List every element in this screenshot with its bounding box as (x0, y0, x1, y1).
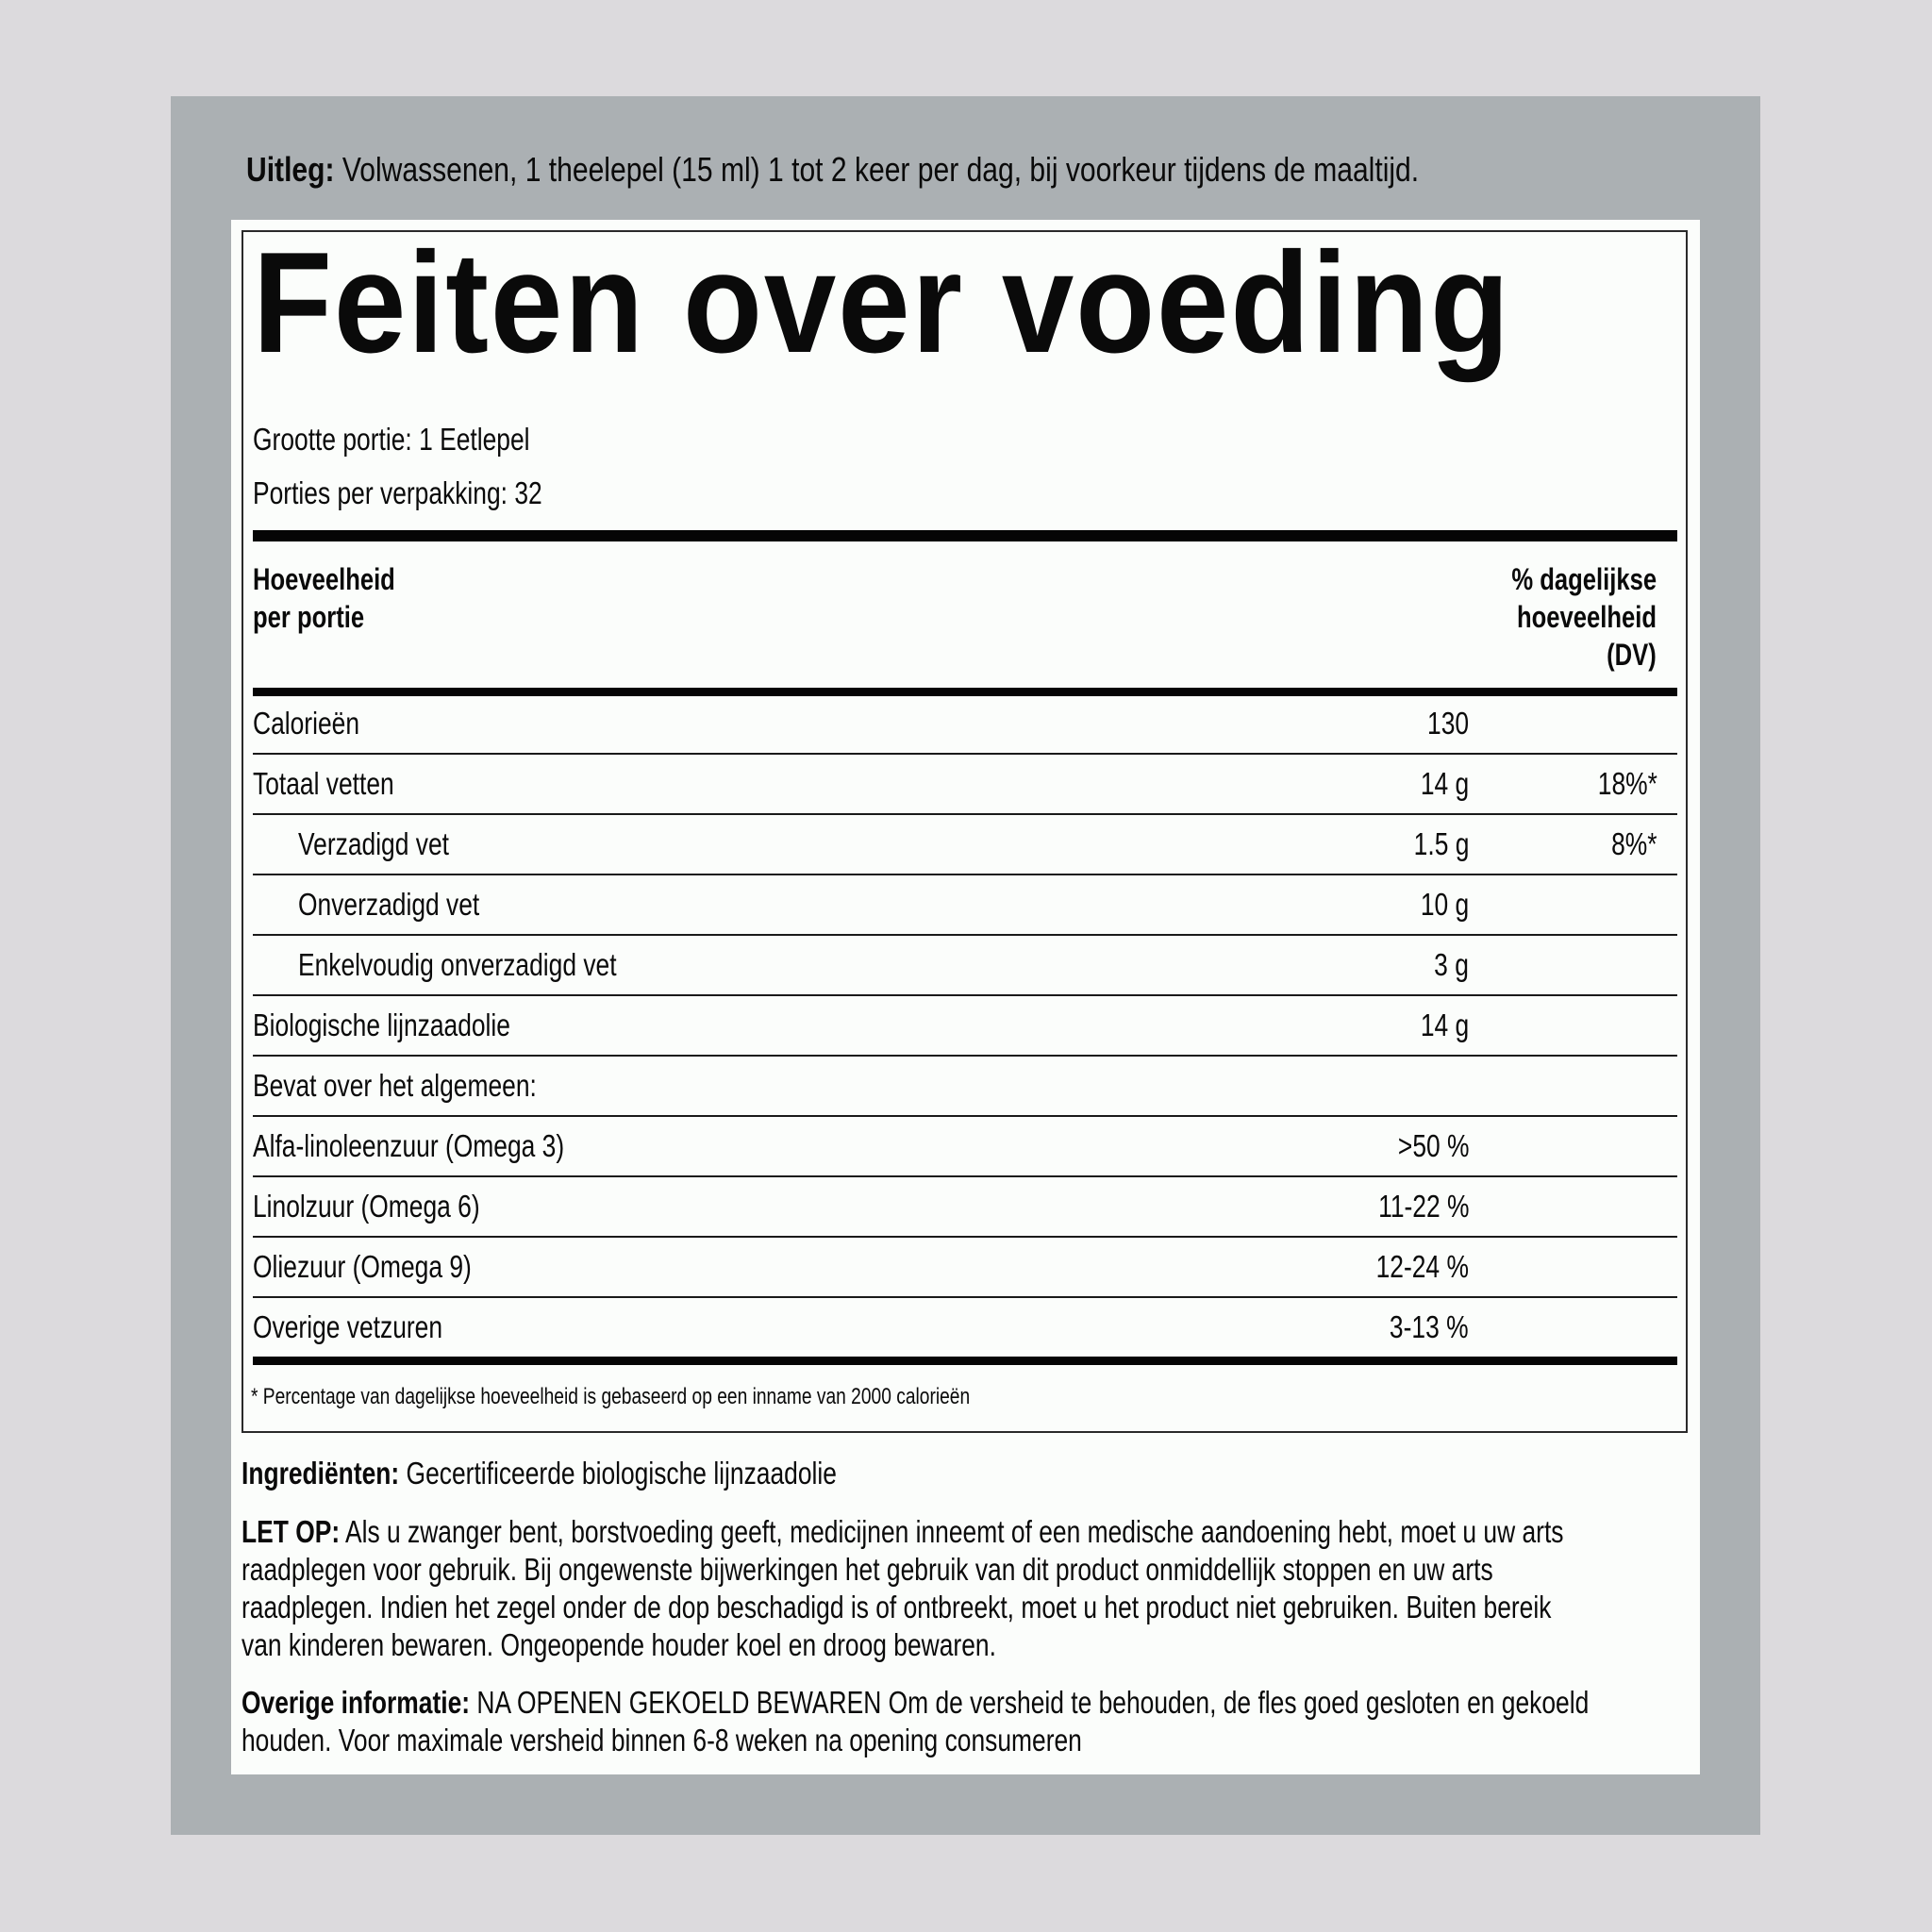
warning-line-3: raadplegen. Indien het zegel onder de dop beschadigd is of ontbreekt, moet u het product niet gebruiken. Buiten bereik (242, 1590, 1552, 1624)
dv-footnote: * Percentage van dagelijkse hoeveelheid is gebaseerd op een inname van 2000 calorieën (251, 1384, 971, 1409)
row-divider (253, 813, 1677, 815)
row-label: Biologische lijnzaadolie (253, 1008, 510, 1042)
row-amount: 11-22 % (1377, 1189, 1469, 1224)
dv-header-line2: hoeveelheid (1517, 600, 1657, 634)
serving-size: Grootte portie: 1 Eetlepel (253, 422, 530, 457)
row-divider (253, 1236, 1677, 1238)
amount-header-line2: per portie (253, 600, 365, 634)
row-divider (253, 1115, 1677, 1117)
other-info-text: NA OPENEN GEKOELD BEWAREN Om de versheid te behouden, de fles goed gesloten en gekoeld (470, 1685, 1590, 1720)
row-label: Onverzadigd vet (298, 887, 480, 922)
row-label: Linolzuur (Omega 6) (253, 1189, 480, 1224)
row-amount: 3-13 % (1390, 1309, 1469, 1344)
warning-line-4: van kinderen bewaren. Ongeopende houder koel en droog bewaren. (242, 1627, 996, 1662)
servings-per-container: Porties per verpakking: 32 (253, 475, 542, 510)
thick-divider-bottom (253, 1357, 1677, 1365)
directions-body: Volwassenen, 1 theelepel (15 ml) 1 tot 2 keer per dag, bij voorkeur tijdens de maaltijd. (334, 150, 1420, 189)
warning-line-2: raadplegen voor gebruik. Bij ongewenste bijwerkingen het gebruik van dit product onmiddellijk stoppen en uw arts (242, 1552, 1493, 1587)
row-label: Bevat over het algemeen: (253, 1068, 537, 1103)
row-divider (253, 994, 1677, 996)
row-amount: 14 g (1420, 766, 1469, 801)
row-divider (253, 1055, 1677, 1057)
directions-text (246, 150, 1420, 189)
row-amount: 1.5 g (1413, 826, 1469, 861)
row-divider (253, 753, 1677, 755)
ingredients-text (242, 1457, 837, 1489)
row-label: Verzadigd vet (298, 826, 449, 861)
row-divider (253, 1175, 1677, 1177)
other-info-line-1 (242, 1687, 1589, 1718)
dv-header-line1: % dagelijkse (1511, 562, 1657, 596)
other-info-line-2: houden. Voor maximale versheid binnen 6-8 weken na opening consumeren (242, 1723, 1082, 1757)
row-dv: 18%* (1597, 766, 1657, 801)
row-label: Oliezuur (Omega 9) (253, 1249, 472, 1284)
row-amount: 14 g (1420, 1008, 1469, 1042)
row-amount: 10 g (1420, 887, 1469, 922)
row-divider (253, 1296, 1677, 1298)
warning-text: Als u zwanger bent, borstvoeding geeft, medicijnen inneemt of een medische aandoening hebt, moet u uw arts (340, 1514, 1564, 1549)
ingredients-label: Ingrediënten: (242, 1456, 400, 1491)
row-label: Totaal vetten (253, 766, 394, 801)
row-dv: 8%* (1611, 826, 1657, 861)
row-amount: 130 (1426, 706, 1469, 741)
other-info-label: Overige informatie: (242, 1685, 471, 1720)
warning-line-1 (242, 1516, 1563, 1547)
dv-header-line3: (DV) (1607, 638, 1657, 672)
amount-header-line1: Hoeveelheid (253, 562, 395, 596)
row-label: Enkelvoudig onverzadigd vet (298, 947, 617, 982)
directions-label: Uitleg: (246, 150, 335, 189)
row-label: Calorieën (253, 706, 359, 741)
row-label: Overige vetzuren (253, 1309, 443, 1344)
row-divider (253, 934, 1677, 936)
thick-divider-top (253, 530, 1677, 541)
row-divider (253, 874, 1677, 875)
thick-divider-middle (253, 688, 1677, 696)
row-amount: 3 g (1434, 947, 1469, 982)
row-amount: 12-24 % (1375, 1249, 1469, 1284)
row-amount: >50 % (1397, 1128, 1469, 1163)
row-label: Alfa-linoleenzuur (Omega 3) (253, 1128, 565, 1163)
ingredients-body: Gecertificeerde biologische lijnzaadolie (399, 1456, 837, 1491)
warning-label: LET OP: (242, 1514, 341, 1549)
nutrition-facts-title: Feiten over voeding (253, 223, 1511, 383)
